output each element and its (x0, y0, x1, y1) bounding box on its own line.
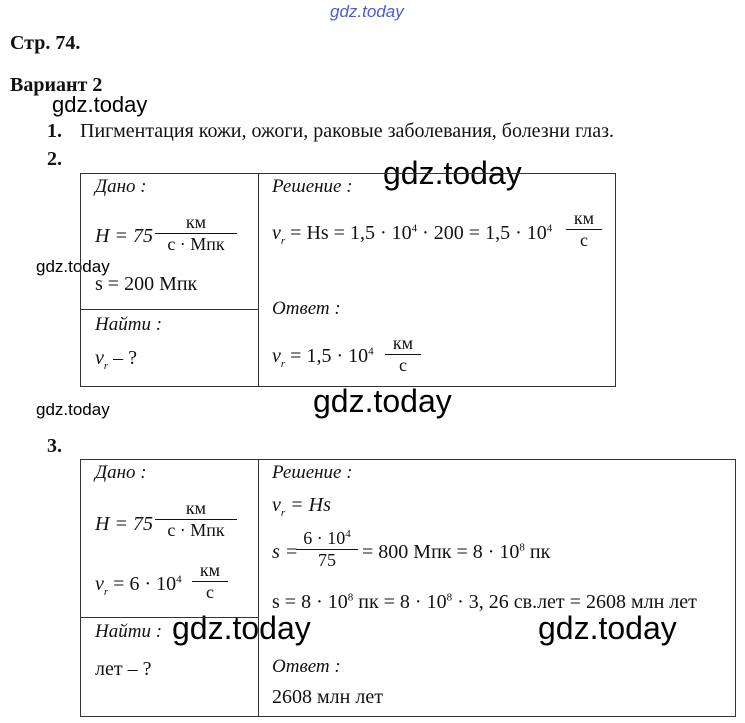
watermark-top: gdz.today (330, 2, 404, 21)
task3-solution-line3: $s = 8 \cdot 10^8$ пк = $8 \cdot 10^8 \cdot 3$, 26 св.лет = 2608 млн лет (272, 591, 697, 613)
table-divider (258, 173, 259, 386)
page-heading: Стр. 74. (10, 32, 81, 54)
task3-answer-label: Ответ : (272, 656, 341, 677)
task2-answer-label: Ответ : (272, 298, 341, 319)
task3-solution-label: Решение : (272, 462, 353, 483)
task2-answer-equation: $v_r = 1,5 \cdot 10^4$ (272, 345, 374, 370)
task2-speed-unit-fraction: км с (566, 208, 602, 251)
task2-h-lhs: H = 75 (95, 225, 153, 247)
task3-vr-given: $v_r = 6 \cdot 10^4$ (95, 573, 182, 598)
watermark: gdz.today (172, 610, 311, 646)
task3-find-item: лет – ? (95, 658, 152, 680)
variant-heading: Вариант 2 (10, 74, 103, 96)
task2-solution-label: Решение : (272, 176, 353, 197)
task2-s-value: s = 200 Мпк (95, 273, 198, 295)
task2-solution-equation: $v_r = Hs = 1,5 \cdot 10^4 \cdot 200 = 1,5 \cdot 10^4$ (272, 222, 553, 247)
task2-answer-unit-fraction: км с (385, 333, 421, 376)
task1-text: Пигментация кожи, ожоги, раковые заболевания, болезни глаз. (80, 120, 615, 142)
table-divider (80, 309, 259, 310)
task2-h-unit-fraction: км с · Мпк (155, 212, 237, 255)
watermark: gdz.today (36, 257, 110, 276)
task3-h-lhs: H = 75 (95, 513, 153, 535)
task3-number: 3. (47, 435, 62, 457)
task3-answer-value: 2608 млн лет (272, 686, 383, 708)
task2-find-item: $v_r$ – ? (95, 347, 138, 372)
task3-find-label: Найти : (95, 621, 163, 642)
table-divider (258, 459, 259, 716)
task3-vr-unit-fraction: км с (192, 560, 228, 603)
watermark: gdz.today (36, 400, 110, 419)
task2-find-label: Найти : (95, 314, 163, 335)
watermark: gdz.today (383, 155, 522, 191)
task3-solution-line1: $v_r = Hs$ (272, 494, 331, 519)
task3-s-fraction: $\frac{6 \cdot 10^4}{75}$ (296, 528, 358, 571)
task3-solution-line2: = 800 Мпк = $8 \cdot 10^8$ пк (362, 541, 551, 563)
task2-number: 2. (47, 148, 62, 170)
watermark: gdz.today (538, 610, 677, 646)
task3-s-eq: s = (272, 541, 299, 563)
task2-given-label: Дано : (95, 176, 147, 197)
table-divider (80, 617, 259, 618)
watermark: gdz.today (52, 92, 148, 117)
task3-h-unit-fraction: км с · Мпк (155, 498, 237, 541)
watermark: gdz.today (313, 383, 452, 419)
task1-number: 1. (47, 120, 62, 142)
task3-given-label: Дано : (95, 462, 147, 483)
